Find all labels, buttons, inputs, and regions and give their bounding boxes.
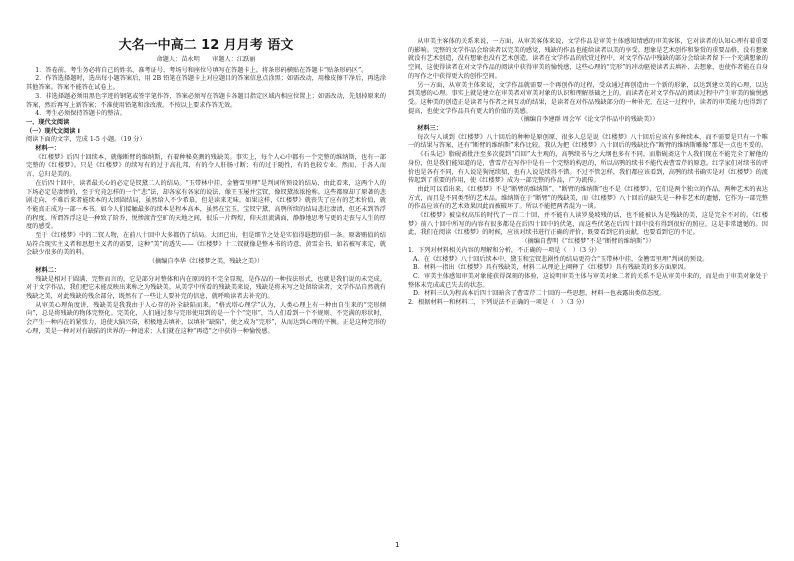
q1-option-d: D．材料三认为程高本后四十回暗含了曹雪芹二十回的一些思想，材料一也表露出类似态度。: [412, 290, 666, 298]
right-para-2: 另一方面，从审美主体来说，文学作品就需要一个再创作的过程，受众通过再创造由一个新的形象，以达到建立美的心理，以达到美感的心理。事实上就是建立在审美者对审美对象的认识和理解基础之上的，而读者在对文学作品的阅读过程中产生审美的愉悦感受。这种美的创造正是读者与作者之间互动的结果，是读者在对作品残缺部分的一种补充，在这一过程中，读者的审美能力也得到了提高，也使文学作品具有更大的价值的美感。: [408, 81, 768, 115]
material2-label: 材料二：: [35, 266, 61, 274]
right-column: [408, 38, 768, 308]
instruction-3: 3．非选择题必须用黑色字迹的钢笔或签字笔作答，答案必须写在答题卡各题目指定区域内相应位置上；如需改动，先划掉原来的答案，然后再写上新答案；不准使用铅笔和涂改液。不按以上要求作答无效。: [26, 92, 386, 109]
material3-para-3: 由此可以看出来，《红楼梦》不是“断臂的维纳斯”，“断臂的维纳斯”也不是《红楼梦》，它们是两个独立的作品，两种艺术的表达方式，而且是不同类型的艺术品。维纳斯在于“断臂”的残缺美，而《红楼梦》八十回后的缺失是一种非艺术的遗憾，它作为一部完整的作品应该有的艺术效果因此而被破坏了。所以不能把两者混为一谈。: [408, 185, 768, 211]
page-number: 1: [395, 541, 400, 549]
material1-para-2: 在后四十回中，读者最关心的必定是钗黛二人的结局。“玉带林中挂，金簪雪里埋”是判词所预设的结局，由此看来，这两个人的下场必定是凄惨的，至于究竟怎样的一个“悲”法，却各家有各家的说法，像王玉屡并宝钗，像钗黛浓浓抢称。这些都原却了原著的悲剧走向，不难后来者能续本的大团圆结局，虽然给人不少希慕，但是读来无味。如果这样，《红楼梦》就丧失了应有的艺术价值，就不能真正成为一部一本书。如今人们接触最多的续本是程本高本，虽然在宝玉，宝钗宁黛，高鹗所续的结局悲壮凄清，但还未到答浮的程度。所谓答浮这是一种致了阶乔，悦惨渡背空旷的天地之间，很乐一片辉煌，仰天沮流满面，静静地思考与更的走丧与人生的厚度的感受。: [26, 179, 386, 231]
question-2: 2．根据材料一和材料二，下列说法不正确的一项是（ ）（3 分）: [408, 299, 588, 307]
material3-para-4: 《红楼梦》被皇权高压的时代了一百二十回，并不能有人读罗曼坡残的话，也不能被认为是残缺的美，这是完全不对的。《红楼梦》前八十回中所写的内容有很多都是在后四十回中的伏笔，而这些伏笔在后四十回中没有得到很好的照应，这是非常遗憾的。因此，我们在阅读《红楼梦》的时候，应该对续书进行正确的评价，既要看到它的贡献，也要看到它的不足。: [408, 212, 768, 237]
instruction-1: 1．答卷前，考生务必将自己的姓名、准考证号、考场号和座位号填写在答题卡上。将条形码横贴在答题卡“贴条形码区”。: [35, 66, 368, 74]
material2-para-2: 从审美心理角度讲，残缺美是我我由于人心存的补全缺陷而来。“格式塔心理学”认为，人类心理上有一种由自生来的“完形倾向”，总是将残缺的物体完整化。完美化，人们通过参与完形使用到的是一个个“完形”，当人们看到一个不规则、不完满的形状时，会产生一种内在的紧张力，迫使大脑兴奋，积极地去填补，以填补“缺陷”，使之成为“完形”，从而达到心理的平衡。正是这种完形的心理，美是一种对对有缺陷的世界的一种追求；人们就在这种“再造”之中获得一种愉悦感。: [26, 301, 386, 335]
instruction-4: 4．考生必须保持答题卡的整洁。: [35, 110, 126, 118]
reading-instruction: 阅读下面的文字，完成 1-5 小题。（19 分）: [26, 136, 146, 144]
material2-para-1: 残缺是相对于圆满、完整而言的，它是部分对整体和内在原因的不完全显现，是作品的一种技法形式，也就是我们说的未完成。对于文学作品，我们把它未能反映出来称之为残缺美。从美学中所看的残缺美来说，残缺是将未写之处留给读者，文学作品自然就有残缺之美，对此残缺的残余部分，既然有了一些让人要补完的信息，就呼唤读者去补充的。: [26, 275, 386, 300]
section-heading: 一、现代文阅读: [26, 118, 70, 126]
q1-option-a: A．在《红楼梦》八十回后续本中，黛玉和宝钗悲剧性的结局更符合“玉带林中挂，金簪雪里埋”判词的预设。: [412, 255, 709, 263]
source3: （摘编自曹明《“红楼梦”不是“断臂的维纳斯”》）: [521, 238, 655, 246]
subsection-heading: （一）现代文阅读 I: [26, 127, 80, 135]
question-1: 1．下列对材料相关内容的理解和分析，不正确的一项是（ ）（3 分）: [408, 246, 601, 254]
material3-para-2: 《石头记》脂砚斋批注至多次提到“百回”大主观的，高鹗续书与之大纲也多有不同，而脂砚斋这个人我们现在不能完全了解他的身份，但是我们能知道的是，曹雪芹在写作中是有一个完整的构思的，所以高鹗的续书不能代表曹雪芹的原意。红学家们对续书的评价也是各有不同，有人说是狗尾续貂，也有人说是续得不错。不过不管怎样，我们都应该看到，高鹗的续书确实是对《红楼梦》的流传起到了重要的作用，使《红楼梦》成为一部完整的作品，广为流传。: [408, 151, 768, 185]
source2: （摘编自李建群 周会军《论文学作品中的残缺美》）: [517, 116, 659, 124]
material3-label: 材料三：: [417, 125, 443, 133]
material1-para-3: 至于《红楼梦》中的二钗人物，在前八十回中大多都仍了结局。大团已出，但是细节之处是实值得遐想的俱一条。原著贿值的结局符合现实主义者和思想主义者的需要，这种“美”的透失——《红楼梦》十二钗就像是整本书的诗意，黄雪金书，如若被写来定，就会缺少很多的美的料。: [26, 232, 386, 257]
q1-option-c: C．审美主体感知审美对象能获得深刻的体验，这说明审美主体与审美对象二者的关系不是从审美中来的，而是由于审美对象处于整体未完成或已失去的状态。: [408, 272, 768, 289]
material1-label: 材料一：: [35, 145, 61, 153]
byline: 命题人：苗永明 审题人：江跃丽: [156, 56, 256, 63]
right-para-1: 从审美主客体的关系来说，一方面，从审美客体来说，文学作品是审美主体感知情感的审美客体，它对读者的认知心理有着重要的影响。完整的文学作品会给读者以完美的感觉，残缺的作品也能给读者以美的享受。想象是艺术创作和鉴赏的重要品格，没有想象就没有艺术创造，没有想象也没有艺术创造，读者在文学作品的欣赏过程中，对文学作品中残缺的部分会给读者留下一个充满想象的空间，这使得读者在对文学作品的阅读中获得审美的愉悦感，这些心理的“完形”的冲动驱使读者去填补、去想象，也使作者能在自身的写作之中获得更大的创作空间。: [408, 38, 768, 80]
q1-option-b: B．材料一指出《红楼梦》具有残缺美，材料二从理论上阐释了《红楼梦》具有残缺美的多方面原因。: [412, 264, 690, 272]
exam-title: 大名一中高二 12 月月考 语文: [118, 38, 294, 53]
source1: （摘编自李华《红楼梦之美，残缺之美》）: [148, 258, 264, 266]
material3-para-1: 每次与人谈到《红楼梦》八十回后的种种是原创原，很多人总是说《红楼梦》八十回后应该有多种续本，而不需要是只有一个唯一的结果与答案，还有“断臂的维纳斯”来作比较。我认为把《红楼梦》八十回后的残缺比作“断臂的维纳斯雕像”那是一点也不妥的。: [408, 133, 768, 150]
left-column: [26, 38, 386, 337]
instruction-2: 2．作答选择题时，选出每小题答案后，用 2B 铅笔在答题卡上对应题目的答案信息点涂黑；如需改动，用橡皮擦干净后，再选涂其他答案。答案不能答在试卷上。: [26, 75, 386, 92]
material1-para-1: 《红楼梦》后四十回续本，就像断臂的维纳斯，有着种秘莫测的残缺美。事实上，每个人心中都有一个完整的维纳斯，也有一部完整的《红楼梦》。只是《红楼梦》的续写有的过于高扎邦，有的令人肝肠寸断；有的过于随性，有的也较专业。然而，于各人而言，总归是美的。: [26, 153, 386, 179]
